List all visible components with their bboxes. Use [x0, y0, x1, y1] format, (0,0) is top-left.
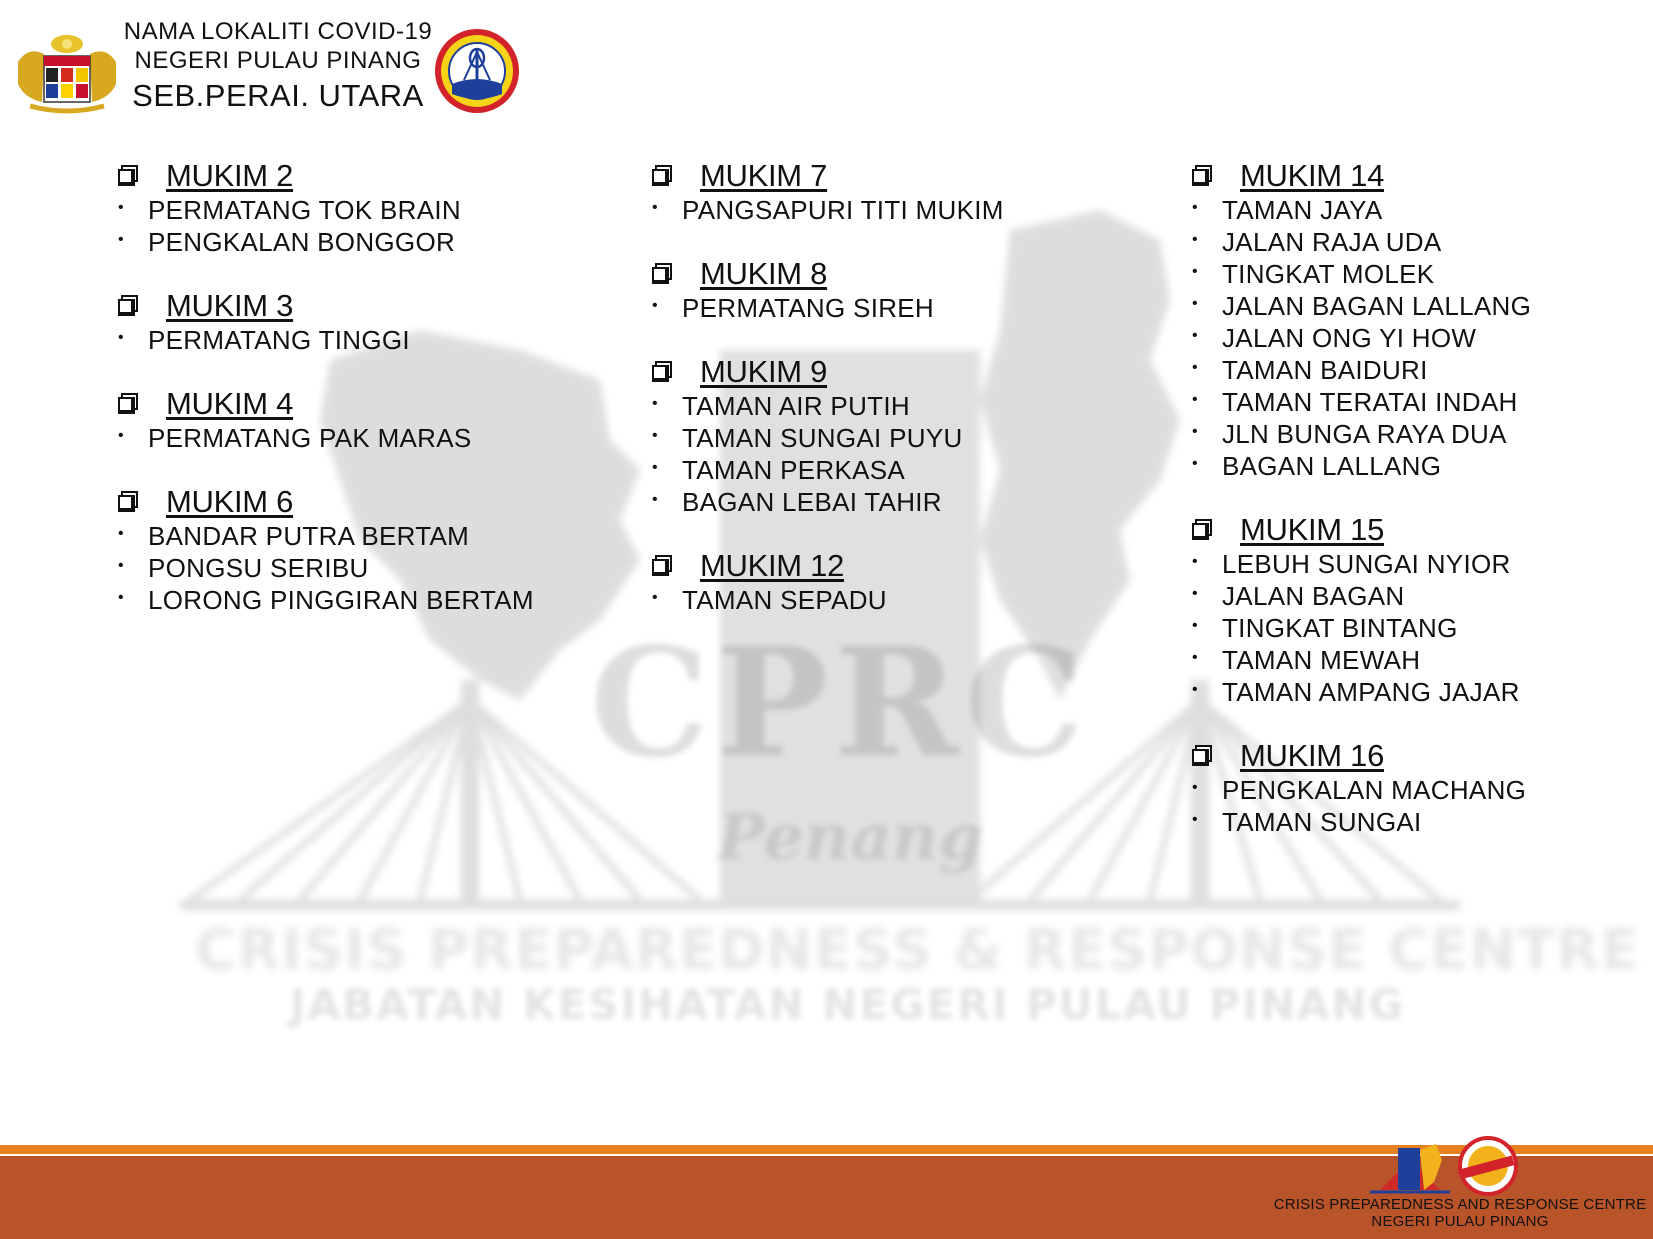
footer-caption: [1270, 1196, 1650, 1230]
mukim-section: [118, 288, 538, 356]
column-2: [652, 158, 1082, 646]
locality-item: • PERMATANG SIREH: [652, 292, 1082, 324]
column-3: [1192, 158, 1632, 868]
cprc-footer-logos-icon: [1370, 1130, 1530, 1198]
locality-item: • TAMAN TERATAI INDAH: [1192, 386, 1632, 418]
title-line-1: NAMA LOKALITI COVID-19: [123, 18, 433, 45]
mukim-label: MUKIM 2: [166, 158, 294, 193]
checkbox-bullet-icon: [1192, 519, 1214, 541]
mukim-label: MUKIM 6: [166, 484, 294, 519]
locality-item: • TAMAN MEWAH: [1192, 644, 1632, 676]
watermark-line1: CRISIS PREPAREDNESS & RESPONSE CENTRE: [195, 918, 1640, 983]
mukim-section: [1192, 512, 1632, 708]
locality-item: • TAMAN BAIDURI: [1192, 354, 1632, 386]
mukim-heading: [118, 386, 538, 422]
locality-item: • TAMAN AIR PUTIH: [652, 390, 1082, 422]
mukim-section: [118, 484, 538, 616]
mukim-section: [652, 158, 1082, 226]
checkbox-bullet-icon: [118, 295, 140, 317]
mukim-label: MUKIM 8: [700, 256, 828, 291]
mukim-heading: [652, 548, 1082, 584]
locality-item: • BAGAN LALLANG: [1192, 450, 1632, 482]
locality-item: • PENGKALAN MACHANG: [1192, 774, 1632, 806]
locality-item: • TAMAN SUNGAI: [1192, 806, 1632, 838]
checkbox-bullet-icon: [1192, 745, 1214, 767]
title-line-3: SEB.PERAI. UTARA: [132, 77, 424, 113]
watermark-line2: JABATAN KESIHATAN NEGERI PULAU PINANG: [290, 980, 1406, 1029]
locality-item: • TINGKAT BINTANG: [1192, 612, 1632, 644]
checkbox-bullet-icon: [118, 393, 140, 415]
locality-list: [1192, 194, 1632, 482]
mukim-section: [652, 256, 1082, 324]
checkbox-bullet-icon: [118, 491, 140, 513]
mukim-label: MUKIM 16: [1240, 738, 1385, 773]
page-title: [120, 18, 436, 114]
locality-item: • PONGSU SERIBU: [118, 552, 538, 584]
locality-item: • TAMAN PERKASA: [652, 454, 1082, 486]
locality-item: • BANDAR PUTRA BERTAM: [118, 520, 538, 552]
locality-item: • JLN BUNGA RAYA DUA: [1192, 418, 1632, 450]
locality-item: • TAMAN JAYA: [1192, 194, 1632, 226]
malaysia-crest-icon: [14, 32, 120, 114]
checkbox-bullet-icon: [1192, 165, 1214, 187]
mukim-heading: [118, 288, 538, 324]
locality-item: • TINGKAT MOLEK: [1192, 258, 1632, 290]
locality-item: • PERMATANG PAK MARAS: [118, 422, 538, 454]
checkbox-bullet-icon: [652, 165, 674, 187]
mukim-heading: [1192, 512, 1632, 548]
mukim-heading: [1192, 738, 1632, 774]
locality-item: • LORONG PINGGIRAN BERTAM: [118, 584, 538, 616]
mukim-label: MUKIM 7: [700, 158, 828, 193]
locality-list: [118, 422, 538, 454]
column-1: [118, 158, 538, 646]
locality-list: [118, 520, 538, 616]
mukim-heading: [652, 158, 1082, 194]
mukim-section: [118, 386, 538, 454]
mukim-section: [652, 354, 1082, 518]
locality-item: • PERMATANG TOK BRAIN: [118, 194, 538, 226]
mukim-section: [652, 548, 1082, 616]
locality-item: • TAMAN SUNGAI PUYU: [652, 422, 1082, 454]
checkbox-bullet-icon: [118, 165, 140, 187]
locality-list: [652, 292, 1082, 324]
mukim-section: [118, 158, 538, 258]
penang-health-seal-icon: [434, 28, 520, 114]
mukim-label: MUKIM 3: [166, 288, 294, 323]
footer-line-1: CRISIS PREPAREDNESS AND RESPONSE CENTRE: [1273, 1196, 1647, 1213]
locality-item: • BAGAN LEBAI TAHIR: [652, 486, 1082, 518]
mukim-label: MUKIM 15: [1240, 512, 1385, 547]
footer-line-2: NEGERI PULAU PINANG: [1371, 1213, 1549, 1230]
mukim-section: [1192, 738, 1632, 838]
locality-list: [1192, 774, 1632, 838]
locality-item: • PENGKALAN BONGGOR: [118, 226, 538, 258]
mukim-section: [1192, 158, 1632, 482]
locality-list: [652, 194, 1082, 226]
locality-item: • TAMAN SEPADU: [652, 584, 1082, 616]
locality-item: • LEBUH SUNGAI NYIOR: [1192, 548, 1632, 580]
locality-item: • PERMATANG TINGGI: [118, 324, 538, 356]
locality-item: • JALAN RAJA UDA: [1192, 226, 1632, 258]
locality-item: • JALAN BAGAN LALLANG: [1192, 290, 1632, 322]
checkbox-bullet-icon: [652, 263, 674, 285]
mukim-heading: [118, 484, 538, 520]
mukim-label: MUKIM 14: [1240, 158, 1385, 193]
mukim-heading: [1192, 158, 1632, 194]
locality-item: • PANGSAPURI TITI MUKIM: [652, 194, 1082, 226]
locality-item: • JALAN BAGAN: [1192, 580, 1632, 612]
mukim-label: MUKIM 12: [700, 548, 845, 583]
checkbox-bullet-icon: [652, 361, 674, 383]
mukim-heading: [652, 354, 1082, 390]
locality-list: [652, 390, 1082, 518]
watermark-script: Penang: [716, 800, 984, 875]
mukim-label: MUKIM 9: [700, 354, 828, 389]
watermark-acronym: CPRC: [590, 615, 1091, 791]
locality-list: [1192, 548, 1632, 708]
checkbox-bullet-icon: [652, 555, 674, 577]
locality-list: [118, 324, 538, 356]
title-line-2: NEGERI PULAU PINANG: [134, 46, 422, 74]
locality-item: • TAMAN AMPANG JAJAR: [1192, 676, 1632, 708]
mukim-heading: [118, 158, 538, 194]
mukim-heading: [652, 256, 1082, 292]
locality-item: • JALAN ONG YI HOW: [1192, 322, 1632, 354]
locality-list: [118, 194, 538, 258]
locality-list: [652, 584, 1082, 616]
mukim-label: MUKIM 4: [166, 386, 294, 421]
